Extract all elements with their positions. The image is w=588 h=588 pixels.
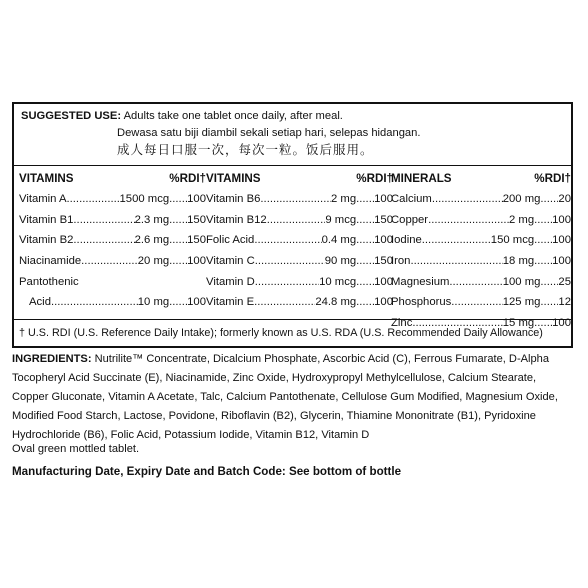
dot-leader bbox=[169, 210, 187, 231]
nutrient-name: Acid bbox=[29, 296, 51, 309]
nutrient-rdi: 150 bbox=[187, 213, 206, 226]
nutrient-row bbox=[391, 292, 571, 313]
dot-leader bbox=[356, 230, 374, 251]
nutrient-amount: 2 mg bbox=[331, 193, 357, 205]
nutrient-rdi: 25 bbox=[558, 275, 571, 288]
nutrient-row bbox=[19, 210, 206, 231]
nutrient-amount: 2 mg bbox=[509, 213, 535, 226]
dot-leader bbox=[169, 230, 187, 251]
suggested-use bbox=[21, 108, 420, 159]
dot-leader bbox=[534, 210, 552, 231]
nutrient-amount: 125 mg bbox=[502, 296, 541, 309]
dot-leader bbox=[534, 251, 552, 272]
nutrient-row bbox=[19, 292, 206, 313]
tablet-description: Oval green mottled tablet. bbox=[12, 443, 140, 455]
nutrient-amount: 90 mg bbox=[324, 255, 357, 268]
dot-leader bbox=[73, 230, 134, 251]
nutrient-row bbox=[206, 251, 393, 272]
nutrient-name: Magnesium bbox=[391, 275, 450, 288]
nutrient-name: Pantothenic bbox=[19, 275, 79, 288]
nutrient-rdi: 100 bbox=[374, 193, 393, 205]
column-header bbox=[391, 168, 571, 189]
dot-leader bbox=[254, 292, 315, 313]
nutrient-name: Vitamin E bbox=[206, 296, 255, 309]
dot-leader bbox=[356, 189, 374, 210]
dot-leader bbox=[81, 251, 138, 272]
nutrient-row bbox=[19, 189, 206, 210]
nutrient-row bbox=[19, 230, 206, 251]
nutrient-amount: 15 mg bbox=[502, 317, 535, 330]
nutrient-amount: 200 mg bbox=[502, 193, 541, 205]
dot-leader bbox=[356, 251, 374, 272]
ingredients-text: Nutrilite™ Concentrate, Dicalcium Phosphate, Ascorbic Acid (C), Ferrous Fumarate, D-Alpha Tocopheryl Acid Succinate (E), Niacinamide, Zinc Oxide, Hydroxypropyl Methylcellulose, Calcium Stearate, Copper Gluconate, Vitamin A Acetate, Talc, Calcium Pantothenate, Cellulose Gum Modified, Magnesium Oxide, Modified Food Starch, Lactose, Povidone, Riboflavin (B2), Glycerin, Thiamine Mononitrate (B1), Pyridoxine Hydrochloride (B6), Folic Acid, Potassium Iodide, Vitamin B12, Vitamin D bbox=[12, 353, 558, 441]
nutrient-amount: 24.8 mg bbox=[315, 296, 357, 309]
nutrient-rdi: 100 bbox=[374, 275, 393, 288]
dot-leader bbox=[540, 189, 558, 210]
column-header bbox=[206, 168, 393, 189]
nutrient-name: Vitamin C bbox=[206, 255, 255, 268]
column-heading: VITAMINS bbox=[206, 172, 261, 185]
dot-leader bbox=[255, 251, 325, 272]
nutrient-name: Iodine bbox=[391, 234, 422, 247]
dot-leader bbox=[356, 292, 374, 313]
column-heading: MINERALS bbox=[391, 172, 452, 185]
nutrient-row bbox=[19, 272, 206, 293]
nutrient-rdi: 12 bbox=[558, 296, 571, 309]
nutrient-name: Phosphorus bbox=[391, 296, 452, 309]
nutrient-row bbox=[391, 251, 571, 272]
nutrient-name: Vitamin A bbox=[19, 193, 67, 205]
nutrient-amount: 100 mg bbox=[502, 275, 541, 288]
nutrient-name: Vitamin B2 bbox=[19, 234, 74, 247]
nutrient-row bbox=[19, 251, 206, 272]
nutrient-amount: 18 mg bbox=[502, 255, 535, 268]
nutrient-name: Calcium bbox=[391, 193, 432, 205]
suggested-use-english: Adults take one tablet once daily, after meal. bbox=[123, 110, 343, 122]
nutrient-rdi: 150 bbox=[374, 255, 393, 268]
dot-leader bbox=[255, 272, 319, 293]
nutrient-row bbox=[391, 230, 571, 251]
dot-leader bbox=[356, 272, 374, 293]
dot-leader bbox=[432, 189, 503, 210]
nutrient-amount: 0.4 mg bbox=[321, 234, 357, 247]
nutrient-rdi: 100 bbox=[552, 234, 571, 247]
nutrient-row bbox=[206, 292, 393, 313]
dot-leader bbox=[451, 292, 502, 313]
nutrient-amount: 2.6 mg bbox=[134, 234, 170, 247]
nutrient-amount: 10 mcg bbox=[319, 275, 357, 288]
dot-leader bbox=[169, 189, 187, 210]
suggested-use-heading: SUGGESTED USE: bbox=[21, 110, 122, 122]
column-heading: VITAMINS bbox=[19, 172, 74, 185]
column-rdi-heading: %RDI† bbox=[534, 172, 571, 185]
nutrient-column-vitamins-1 bbox=[19, 168, 206, 313]
table-bottom-rule bbox=[14, 319, 571, 320]
nutrient-column-vitamins-2 bbox=[206, 168, 393, 313]
nutrient-rdi: 150 bbox=[374, 213, 393, 226]
nutrient-rdi: 100 bbox=[374, 296, 393, 309]
ingredients-heading: INGREDIENTS: bbox=[12, 353, 92, 365]
nutrient-name: Zinc bbox=[391, 317, 413, 330]
nutrient-name: Vitamin B6 bbox=[206, 193, 261, 205]
dot-leader bbox=[356, 210, 374, 231]
nutrient-column-minerals bbox=[391, 168, 571, 334]
suggested-use-malay: Dewasa satu biji diambil sekali setiap hari, selepas hidangan. bbox=[117, 127, 421, 139]
dot-leader bbox=[534, 230, 552, 251]
nutrient-rdi: 100 bbox=[552, 255, 571, 268]
dot-leader bbox=[540, 292, 558, 313]
dot-leader bbox=[267, 210, 326, 231]
nutrient-amount: 9 mcg bbox=[325, 213, 357, 226]
nutrient-rdi: 100 bbox=[552, 213, 571, 226]
nutrient-row bbox=[391, 272, 571, 293]
nutrient-amount: 1500 mcg bbox=[119, 193, 170, 205]
nutrient-name: Vitamin B1 bbox=[19, 213, 74, 226]
table-top-rule bbox=[14, 165, 571, 166]
nutrient-row bbox=[391, 189, 571, 210]
nutrient-rdi: 20 bbox=[558, 193, 571, 205]
dot-leader bbox=[51, 292, 138, 313]
nutrient-name: Copper bbox=[391, 213, 429, 226]
nutrient-name: Iron bbox=[391, 255, 411, 268]
suggested-use-chinese: 成人每日口服一次，每次一粒。饭后服用。 bbox=[117, 143, 374, 157]
nutrient-rdi: 100 bbox=[374, 234, 393, 247]
dot-leader bbox=[540, 272, 558, 293]
nutrient-rdi: 100 bbox=[187, 193, 206, 205]
rdi-footnote: † U.S. RDI (U.S. Reference Daily Intake); formerly known as U.S. RDA (U.S. Recommended Daily Allowance) bbox=[19, 327, 543, 339]
nutrient-name: Vitamin D bbox=[206, 275, 255, 288]
dot-leader bbox=[422, 230, 491, 251]
nutrient-row bbox=[391, 210, 571, 231]
nutrient-row bbox=[206, 230, 393, 251]
nutrient-rdi: 100 bbox=[187, 255, 206, 268]
dot-leader bbox=[169, 251, 187, 272]
nutrient-rdi: 100 bbox=[552, 317, 571, 330]
nutrient-row bbox=[206, 272, 393, 293]
nutrient-amount: 2.3 mg bbox=[134, 213, 170, 226]
nutrient-name: Vitamin B12 bbox=[206, 213, 267, 226]
dot-leader bbox=[428, 210, 509, 231]
dot-leader bbox=[73, 210, 134, 231]
nutrient-amount: 150 mcg bbox=[490, 234, 535, 247]
dot-leader bbox=[254, 230, 321, 251]
nutrient-row bbox=[206, 210, 393, 231]
dot-leader bbox=[67, 189, 120, 210]
dot-leader bbox=[260, 189, 331, 210]
ingredients-paragraph bbox=[12, 350, 572, 445]
column-header bbox=[19, 168, 206, 189]
supplement-facts-panel bbox=[12, 102, 573, 348]
dot-leader bbox=[410, 251, 502, 272]
nutrient-amount: 10 mg bbox=[137, 296, 170, 309]
column-rdi-heading: %RDI† bbox=[169, 172, 206, 185]
dot-leader bbox=[449, 272, 502, 293]
column-rdi-heading: %RDI† bbox=[356, 172, 393, 185]
nutrient-rdi: 100 bbox=[187, 296, 206, 309]
nutrient-rdi: 150 bbox=[187, 234, 206, 247]
suggested-use-line-english bbox=[21, 108, 420, 125]
manufacturing-note: Manufacturing Date, Expiry Date and Batch Code: See bottom of bottle bbox=[12, 465, 402, 478]
nutrient-name: Folic Acid bbox=[206, 234, 255, 247]
dot-leader bbox=[169, 292, 187, 313]
nutrient-name: Niacinamide bbox=[19, 255, 82, 268]
nutrient-row bbox=[206, 189, 393, 210]
nutrient-amount: 20 mg bbox=[137, 255, 170, 268]
